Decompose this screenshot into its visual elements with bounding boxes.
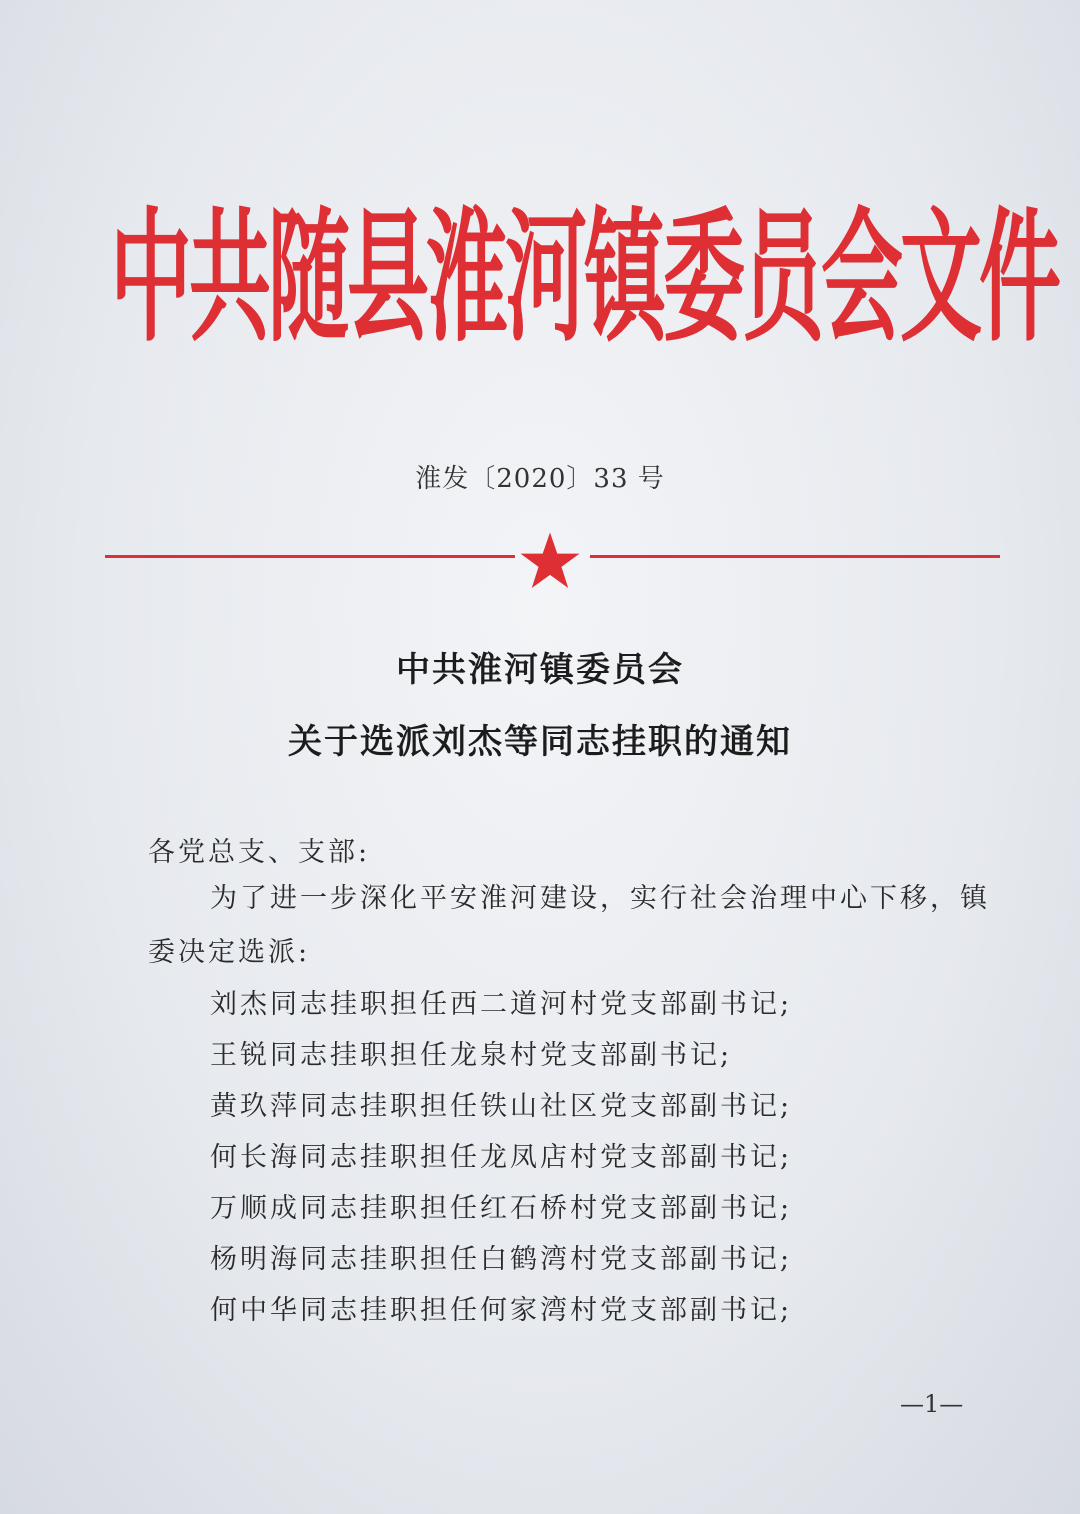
appointment-item: 何中华同志挂职担任何家湾村党支部副书记;	[210, 1295, 793, 1326]
page-number: —1—	[900, 1390, 964, 1418]
paragraph-line: 委决定选派:	[148, 937, 311, 968]
appointment-item: 杨明海同志挂职担任白鹤湾村党支部副书记;	[210, 1244, 793, 1275]
paragraph-line: 为了进一步深化平安淮河建设，实行社会治理中心下移，镇	[210, 883, 990, 914]
notice-title-line2: 关于选派刘杰等同志挂职的通知	[288, 722, 792, 762]
red-divider-left	[105, 555, 515, 558]
appointment-item: 王锐同志挂职担任龙泉村党支部副书记;	[210, 1040, 733, 1071]
appointment-item: 刘杰同志挂职担任西二道河村党支部副书记;	[210, 989, 793, 1020]
red-star-icon	[519, 530, 581, 592]
appointment-item: 何长海同志挂职担任龙凤店村党支部副书记;	[210, 1142, 793, 1173]
document-number: 淮发〔2020〕33 号	[415, 464, 665, 494]
salutation: 各党总支、支部:	[148, 837, 371, 868]
notice-title-line1: 中共淮河镇委员会	[396, 650, 684, 690]
masthead-title: 中共随县淮河镇委员会文件	[110, 196, 1059, 363]
appointment-list	[210, 982, 792, 1339]
appointment-item: 万顺成同志挂职担任红石桥村党支部副书记;	[210, 1193, 793, 1224]
red-divider-right	[590, 555, 1000, 558]
appointment-item: 黄玖萍同志挂职担任铁山社区党支部副书记;	[210, 1091, 793, 1122]
